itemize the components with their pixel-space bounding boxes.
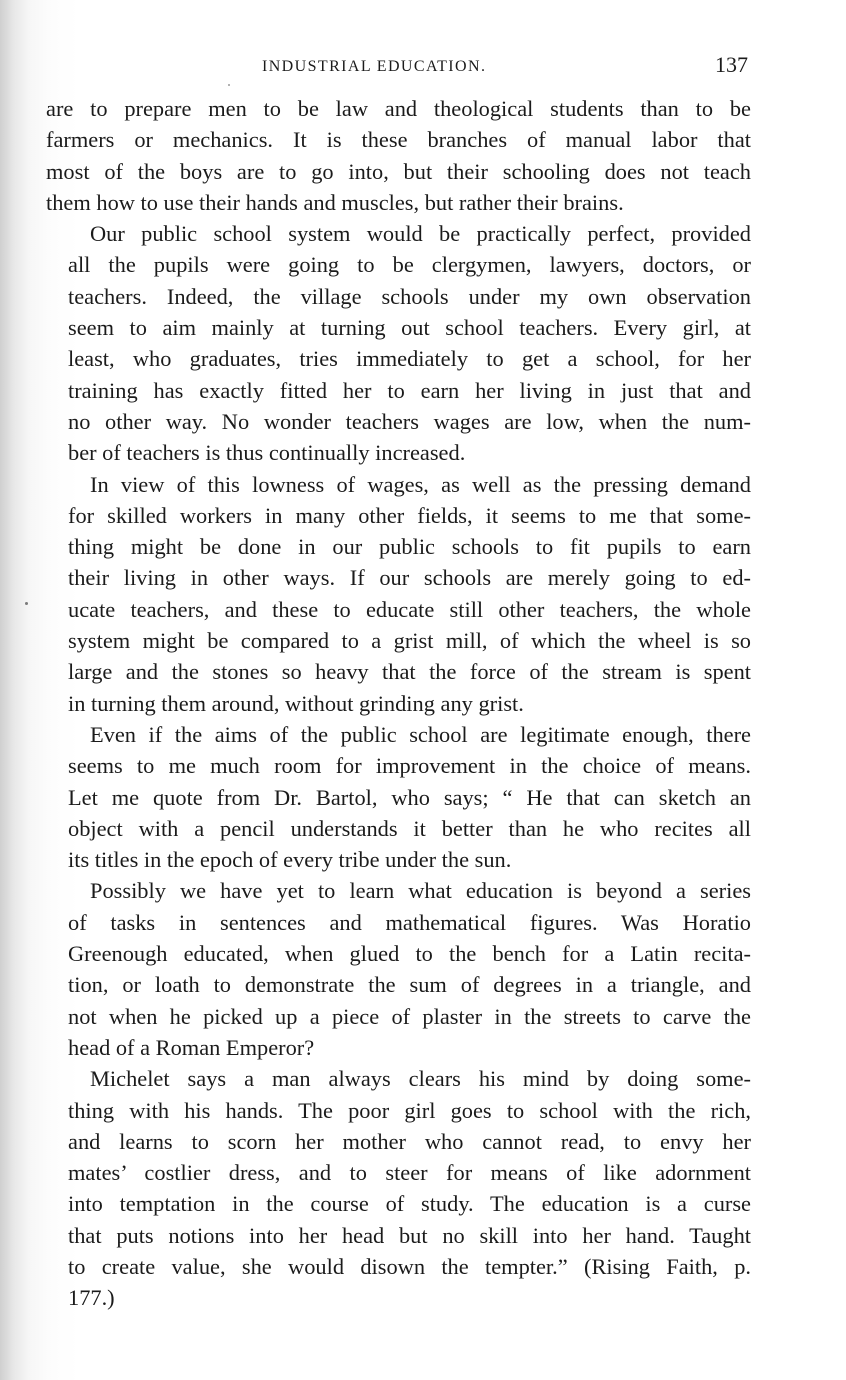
text-line: Even if the aims of the public school are legitimate enough, there bbox=[90, 721, 751, 747]
text-line: thing with his hands. The poor girl goes to school with the rich, bbox=[68, 1097, 751, 1123]
paragraph bbox=[46, 1063, 751, 1313]
text-line: teachers. Indeed, the village schools under my own observation bbox=[68, 283, 751, 309]
text-line: in turning them around, without grinding any grist. bbox=[68, 690, 524, 716]
text-line: are to prepare men to be law and theological students than to be bbox=[46, 96, 751, 121]
text-line: Our public school system would be practically perfect, provided bbox=[90, 221, 751, 247]
text-line: Greenough educated, when glued to the bench for a Latin recita- bbox=[68, 941, 751, 967]
paper-speck bbox=[228, 84, 230, 86]
text-line: Michelet says a man always clears his mind by doing some- bbox=[90, 1066, 751, 1092]
text-line: to create value, she would disown the tempter.” (Rising Faith, p. bbox=[68, 1253, 751, 1279]
paragraph bbox=[46, 719, 751, 875]
text-line: of tasks in sentences and mathematical figures. Was Horatio bbox=[68, 909, 751, 935]
text-line: its titles in the epoch of every tribe under the sun. bbox=[68, 847, 512, 873]
text-line: 177.) bbox=[68, 1285, 115, 1311]
text-line: thing might be done in our public schools to fit pupils to earn bbox=[68, 534, 751, 560]
text-line: seems to me much room for improvement in the choice of means. bbox=[68, 753, 751, 779]
text-line: mates’ costlier dress, and to steer for means of like adornment bbox=[68, 1160, 751, 1186]
text-line: In view of this lowness of wages, as well as the pressing demand bbox=[90, 471, 751, 497]
text-line: seem to aim mainly at turning out school teachers. Every girl, at bbox=[68, 315, 751, 341]
paragraph bbox=[46, 875, 751, 1063]
page-number: 137 bbox=[715, 52, 748, 77]
text-line: all the pupils were going to be clergymen, lawyers, doctors, or bbox=[68, 252, 751, 278]
paragraph bbox=[46, 218, 751, 468]
running-head: INDUSTRIAL EDUCATION. bbox=[262, 58, 487, 75]
body-text bbox=[46, 93, 751, 1314]
text-line: that puts notions into her head but no skill into her hand. Taught bbox=[68, 1222, 751, 1248]
paper-speck bbox=[25, 602, 28, 605]
text-line: Possibly we have yet to learn what education is beyond a series bbox=[90, 878, 751, 904]
text-line: large and the stones so heavy that the force of the stream is spent bbox=[68, 659, 751, 685]
text-line: system might be compared to a grist mill, of which the wheel is so bbox=[68, 628, 751, 654]
text-line: for skilled workers in many other fields, it seems to me that some- bbox=[68, 502, 751, 528]
text-line: them how to use their hands and muscles, but rather their brains. bbox=[46, 189, 624, 215]
page-header bbox=[0, 52, 846, 82]
text-line: their living in other ways. If our schools are merely going to ed- bbox=[68, 565, 751, 591]
text-line: no other way. No wonder teachers wages are low, when the num- bbox=[68, 408, 751, 434]
text-line: object with a pencil understands it better than he who recites all bbox=[68, 815, 751, 841]
text-line: and learns to scorn her mother who cannot read, to envy her bbox=[68, 1128, 751, 1154]
text-line: most of the boys are to go into, but their schooling does not teach bbox=[46, 158, 751, 184]
text-line: ber of teachers is thus continually increased. bbox=[68, 440, 466, 466]
text-line: into temptation in the course of study. The education is a curse bbox=[68, 1191, 751, 1217]
text-line: head of a Roman Emperor? bbox=[68, 1034, 315, 1060]
text-line: training has exactly fitted her to earn her living in just that and bbox=[68, 377, 751, 403]
text-line: ucate teachers, and these to educate still other teachers, the whole bbox=[68, 596, 751, 622]
paragraph bbox=[46, 93, 751, 218]
text-line: least, who graduates, tries immediately to get a school, for her bbox=[68, 346, 751, 372]
paragraph bbox=[46, 469, 751, 719]
text-line: Let me quote from Dr. Bartol, who says; “ He that can sketch an bbox=[68, 784, 751, 810]
text-line: tion, or loath to demonstrate the sum of degrees in a triangle, and bbox=[68, 972, 751, 998]
text-line: not when he picked up a piece of plaster in the streets to carve the bbox=[68, 1003, 751, 1029]
text-line: farmers or mechanics. It is these branches of manual labor that bbox=[46, 127, 751, 153]
